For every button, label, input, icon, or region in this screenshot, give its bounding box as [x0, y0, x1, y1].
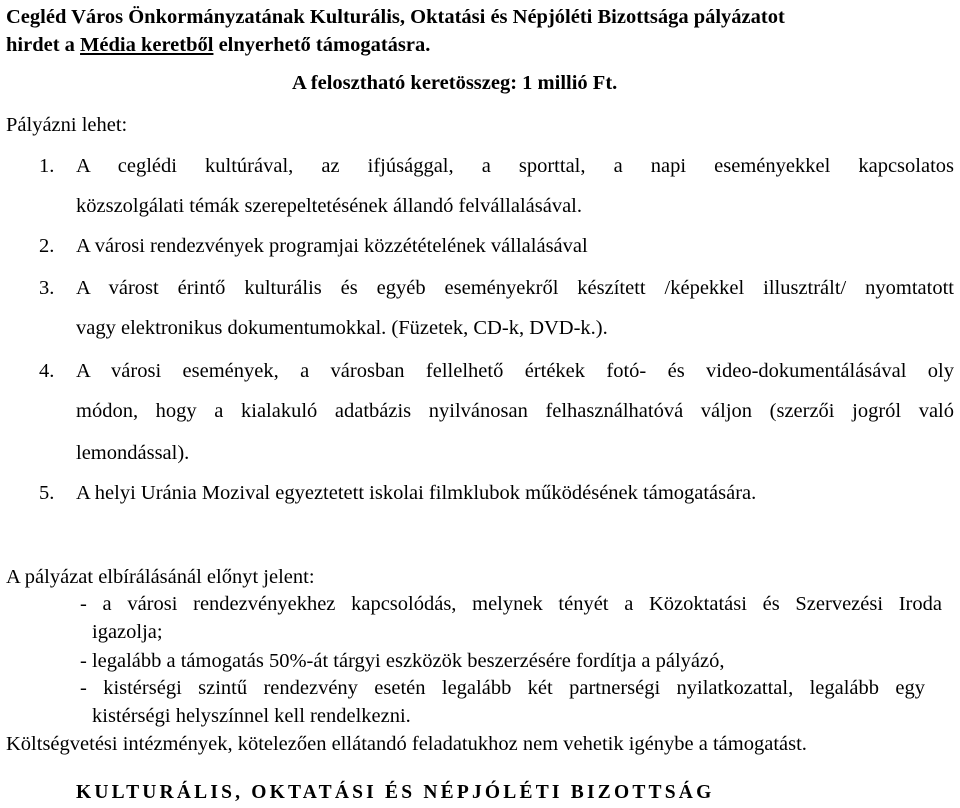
item-1-line-2: közszolgálati témák szerepeltetésének állandó felvállalásával.	[76, 195, 582, 217]
item-1-number: 1.	[39, 155, 55, 177]
header-line-2-prefix: hirdet a	[6, 34, 81, 56]
budget-amount: A felosztható keretösszeg: 1 millió Ft.	[292, 72, 618, 94]
media-keret-link: Média keretből	[80, 34, 214, 56]
advantage-label: A pályázat elbírálásánál előnyt jelent:	[6, 566, 315, 588]
advantage-bullet-2: - legalább a támogatás 50%-át tárgyi eszközök beszerzésére fordítja a pályázó,	[80, 650, 725, 672]
advantage-bullet-3-line-1: - kistérségi szintű rendezvény esetén legalább két partnerségi nyilatkozattal, legalább egy	[80, 677, 925, 699]
advantage-bullet-1-line-2: igazolja;	[92, 621, 163, 643]
item-4-line-2: módon, hogy a kialakuló adatbázis nyilvánosan felhasználhatóvá váljon (szerzői jogról való	[76, 400, 954, 422]
item-3-line-2: vagy elektronikus dokumentumokkal. (Füzetek, CD-k, DVD-k.).	[76, 317, 608, 339]
advantage-bullet-1-line-1: - a városi rendezvényekhez kapcsolódás, melynek tényét a Közoktatási és Szervezési Iroda	[80, 593, 942, 615]
item-1-line-1: A ceglédi kultúrával, az ifjúsággal, a sporttal, a napi eseményekkel kapcsolatos	[76, 155, 954, 177]
item-4-line-1: A városi események, a városban fellelhető értékek fotó- és video-dokumentálásával oly	[76, 360, 954, 382]
committee-signature: KULTURÁLIS, OKTATÁSI ÉS NÉPJÓLÉTI BIZOTTSÁG	[76, 782, 715, 803]
header-line-2	[6, 33, 430, 57]
item-3-number: 3.	[39, 277, 55, 299]
item-3-line-1: A várost érintő kulturális és egyéb eseményekről készített /képekkel illusztrált/ nyomtatott	[76, 277, 954, 299]
item-2-number: 2.	[39, 235, 55, 257]
item-4-number: 4.	[39, 360, 55, 382]
header-line-2-suffix: elnyerhető támogatásra.	[213, 34, 431, 56]
advantage-bullet-3-line-2: kistérségi helyszínnel kell rendelkezni.	[92, 705, 411, 727]
item-5-number: 5.	[39, 482, 55, 504]
header-line-1: Cegléd Város Önkormányzatának Kulturális, Oktatási és Népjóléti Bizottsága pályázatot	[6, 6, 785, 28]
budget-institutions-note: Költségvetési intézmények, kötelezően ellátandó feladatukhoz nem vehetik igénybe a támogatást.	[6, 733, 807, 755]
eligible-label: Pályázni lehet:	[6, 114, 128, 136]
item-4-line-3: lemondással).	[76, 442, 190, 464]
item-5-line-1: A helyi Uránia Mozival egyeztetett iskolai filmklubok működésének támogatására.	[76, 482, 757, 504]
item-2-line-1: A városi rendezvények programjai közzétételének vállalásával	[76, 235, 588, 257]
